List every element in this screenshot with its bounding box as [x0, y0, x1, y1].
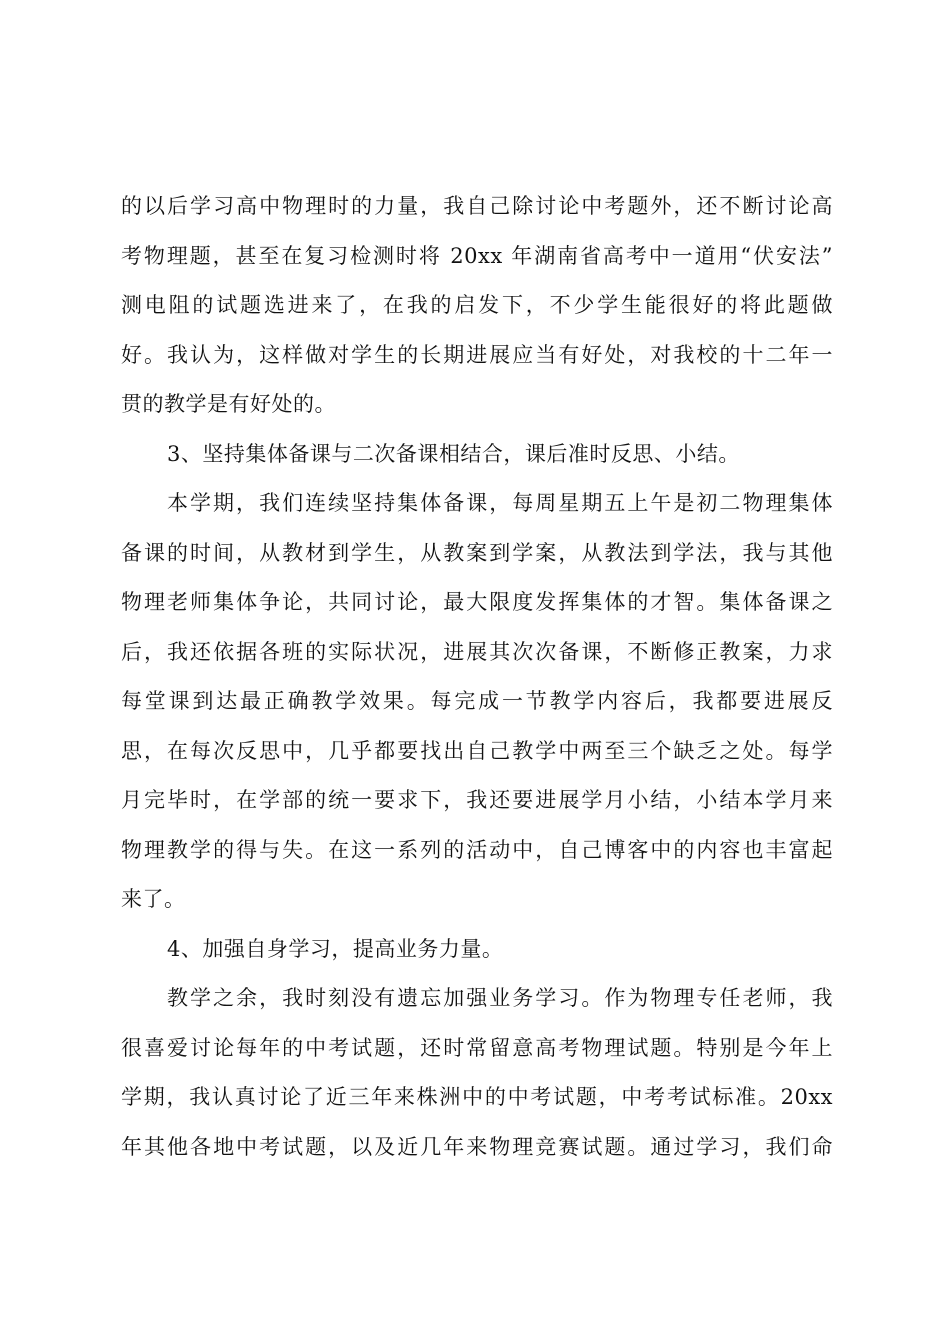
text-line: 考物理题，甚至在复习检测时将 20xx 年湖南省高考中一道用“伏安法”	[121, 243, 833, 268]
text-line: 贯的教学是有好处的。	[121, 392, 336, 416]
text-line: 年其他各地中考试题，以及近几年来物理竞赛试题。通过学习，我们命	[121, 1134, 833, 1159]
text-line: 教学之余，我时刻没有遗忘加强业务学习。作为物理专任老师，我	[167, 986, 833, 1010]
text-line: 物理教学的得与失。在这一系列的活动中，自己博客中的内容也丰富起	[121, 837, 833, 862]
text-line: 好。我认为，这样做对学生的长期进展应当有好处，对我校的十二年一	[121, 342, 833, 367]
text-line: 学期，我认真讨论了近三年来株洲中的中考试题，中考考试标准。20xx	[121, 1085, 833, 1109]
text-line: 测电阻的试题选进来了，在我的启发下，不少学生能很好的将此题做	[121, 293, 833, 317]
paragraph-3	[121, 479, 833, 925]
section-heading-4: 4、加强自身学习，提高业务力量。	[167, 936, 504, 961]
text-line: 思，在每次反思中，几乎都要找出自己教学中两至三个缺乏之处。每学	[121, 738, 833, 763]
text-line: 月完毕时，在学部的统一要求下，我还要进展学月小结，小结本学月来	[121, 788, 833, 812]
paragraph-2-heading	[121, 430, 833, 480]
paragraph-5	[121, 974, 833, 1172]
paragraph-4-heading	[121, 925, 833, 975]
text-line: 的以后学习高中物理时的力量，我自己除讨论中考题外，还不断讨论高	[121, 194, 833, 218]
text-line: 备课的时间，从教材到学生，从教案到学案，从教法到学法，我与其他	[121, 540, 833, 565]
text-line: 物理老师集体争论，共同讨论，最大限度发挥集体的才智。集体备课之	[121, 590, 833, 614]
text-line: 每堂课到达最正确教学效果。每完成一节教学内容后，我都要进展反	[121, 689, 833, 713]
text-line: 后，我还依据各班的实际状况，进展其次次备课，不断修正教案，力求	[121, 639, 833, 664]
paragraph-1	[121, 182, 833, 430]
document-body	[121, 182, 833, 1172]
section-heading-3: 3、坚持集体备课与二次备课相结合，课后准时反思、小结。	[167, 441, 740, 466]
text-line: 本学期，我们连续坚持集体备课，每周星期五上午是初二物理集体	[167, 491, 833, 515]
text-line: 来了。	[121, 887, 186, 911]
text-line: 很喜爱讨论每年的中考试题，还时常留意高考物理试题。特别是今年上	[121, 1035, 833, 1060]
